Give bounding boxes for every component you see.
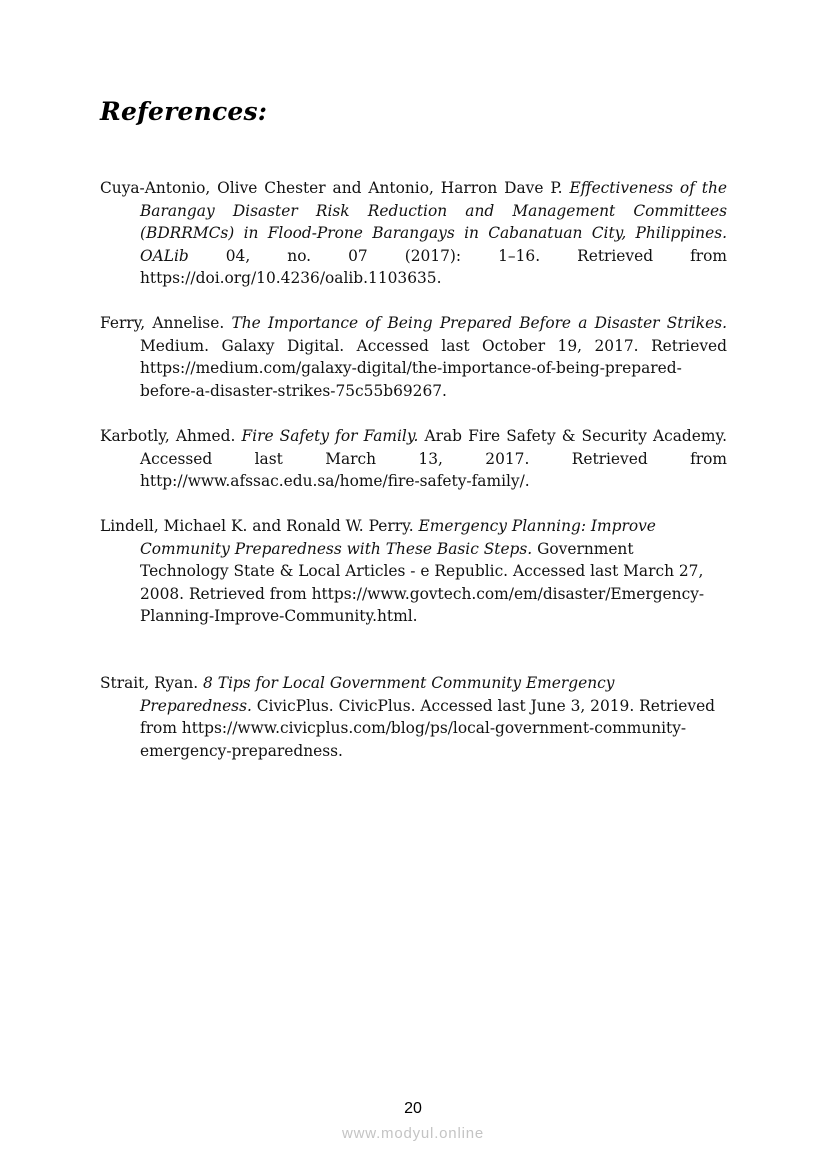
reference-entry-cuya-antonio [100, 177, 727, 290]
reference-entry-ferry [100, 312, 727, 402]
reference-details: 04, no. 07 (2017): 1–16. Retrieved from https://doi.org/10.4236/oalib.1103635. [140, 246, 727, 288]
reference-author: Cuya-Antonio, Olive Chester and Antonio, Harron Dave P. [100, 179, 570, 197]
reference-title: Fire Safety for Family. [241, 427, 419, 445]
page-number: 20 [404, 1100, 422, 1117]
reference-title: Emergency Planning: Improve Community Preparedness with These Basic Steps. [140, 517, 656, 558]
reference-title: Effectiveness of the Barangay Disaster Risk Reduction and Management Committees (BDRRMCs) in Flood-Prone Barangays in Cabanatuan City, Philippines. OALib [140, 179, 728, 265]
reference-title: The Importance of Being Prepared Before a Disaster Strikes. [231, 314, 727, 332]
reference-details: Medium. Galaxy Digital. Accessed last October 19, 2017. Retrieved https://medium.com/galaxy-digital/the-importance-of-being-prepared-before-a-disaster-strikes-75c55b69267. [140, 336, 727, 400]
reference-entry-strait [100, 672, 727, 762]
reference-author: Lindell, Michael K. and Ronald W. Perry. [100, 517, 419, 535]
reference-details: CivicPlus. CivicPlus. Accessed last June 3, 2019. Retrieved from https://www.civicplus.com/blog/ps/local-government-community-emergency-preparedness. [140, 696, 716, 760]
reference-details: Arab Fire Safety & Security Academy. Accessed last March 13, 2017. Retrieved from http://www.afssac.edu.sa/home/fire-safety-family/. [140, 427, 727, 491]
reference-author: Ferry, Annelise. [100, 314, 232, 332]
reference-author: Strait, Ryan. [100, 674, 204, 692]
watermark: www.modyul.online [342, 1125, 484, 1142]
reference-entry-karbotly [100, 425, 727, 493]
reference-author: Karbotly, Ahmed. [100, 427, 242, 445]
reference-title: 8 Tips for Local Government Community Emergency Preparedness. [140, 674, 615, 715]
page-title: References: [100, 97, 268, 126]
reference-details: Government Technology State & Local Articles - e Republic. Accessed last March 27, 2008. Retrieved from https://www.govtech.com/em/disaster/Emergency-Planning-Improve-Community.html. [140, 539, 705, 626]
reference-entry-lindell [100, 515, 727, 628]
